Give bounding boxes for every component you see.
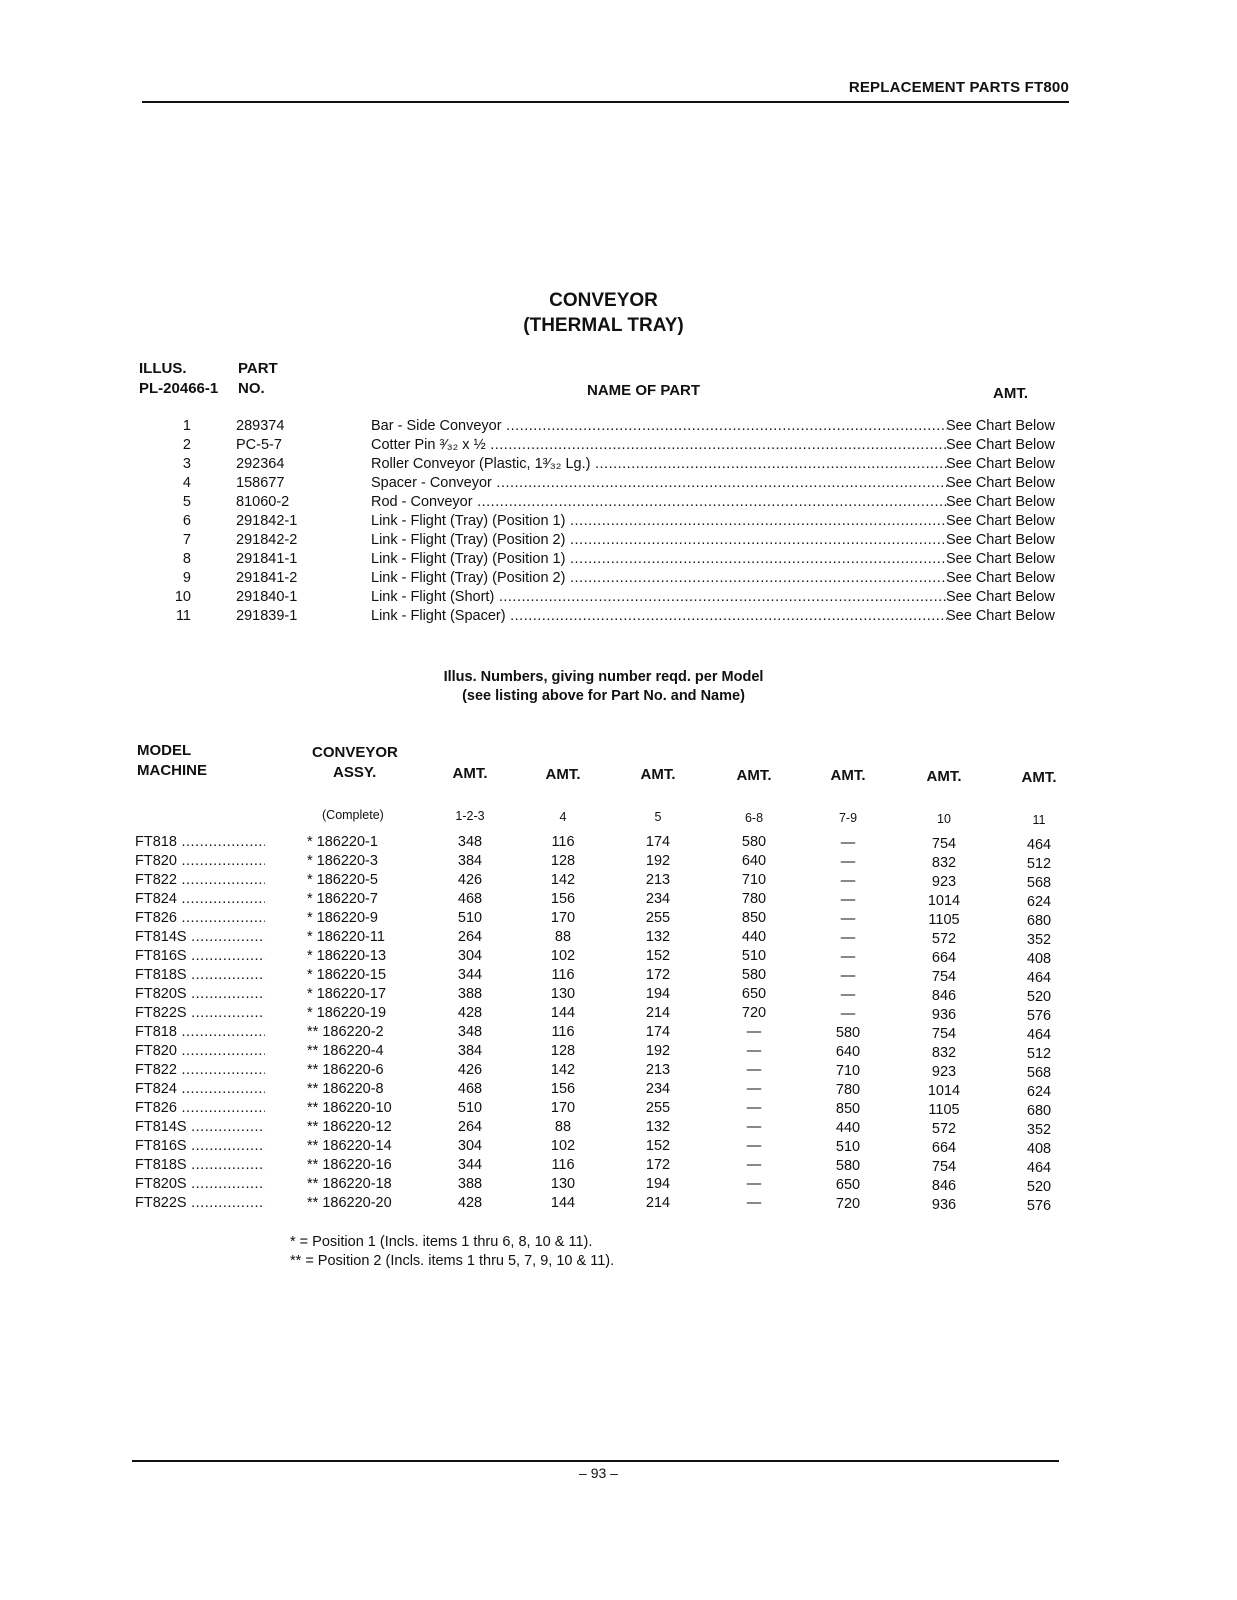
- amt-column-header: AMT.: [926, 768, 962, 785]
- amt-cell: 255: [645, 1100, 671, 1116]
- conveyor-assy-number: * 186220-19: [307, 1005, 387, 1021]
- amt-cell: 388: [457, 1176, 483, 1192]
- amt-cell: 650: [741, 986, 767, 1002]
- name-of-part-header: NAME OF PART: [587, 382, 701, 399]
- part-amt: See Chart Below: [946, 532, 1055, 548]
- amt-column-header: AMT.: [736, 766, 772, 784]
- amt-cell: 680: [1026, 1103, 1052, 1119]
- model-row: [0, 1005, 1237, 1024]
- amt-cell: 408: [1026, 951, 1052, 967]
- amt-cell: 1105: [928, 1102, 960, 1118]
- part-name: Spacer - Conveyor .....: [371, 475, 947, 491]
- part-name: Cotter Pin ³⁄₃₂ x ½ .....: [371, 437, 947, 453]
- model-row: [0, 910, 1237, 929]
- model-name: FT818 .....: [135, 1024, 265, 1040]
- amt-cell: 214: [645, 1195, 671, 1211]
- amt-cell: —: [840, 892, 856, 908]
- model-row: [0, 1100, 1237, 1119]
- amt-cell: 304: [457, 948, 483, 964]
- amt-cell: 348: [457, 1024, 483, 1040]
- model-row: [0, 1062, 1237, 1081]
- amt-cell: 128: [550, 853, 576, 869]
- model-name: FT818S .....: [135, 1157, 265, 1173]
- amt-cell: 348: [457, 834, 483, 850]
- amt-cell: 152: [645, 1138, 671, 1154]
- part-amt: See Chart Below: [946, 513, 1055, 529]
- amt-cell: 214: [645, 1005, 671, 1021]
- amt-cell: —: [840, 835, 856, 851]
- part-name: Bar - Side Conveyor .....: [371, 418, 947, 434]
- model-row: [0, 1081, 1237, 1100]
- amt-column-subheader: 5: [654, 810, 662, 825]
- amt-cell: —: [746, 1157, 762, 1173]
- model-name: FT824 .....: [135, 891, 265, 907]
- amt-cell: —: [840, 930, 856, 946]
- amt-cell: 130: [550, 1176, 576, 1192]
- amt-cell: 174: [645, 834, 671, 850]
- amt-cell: 130: [550, 986, 576, 1002]
- amt-cell: —: [746, 1138, 762, 1154]
- conveyor-assy-number: * 186220-9: [307, 910, 378, 926]
- amt-column-subheader: 4: [559, 809, 567, 824]
- part-row: [0, 475, 1237, 494]
- amt-cell: —: [840, 949, 856, 965]
- amt-cell: 510: [457, 1100, 483, 1116]
- amt-cell: 936: [931, 1007, 957, 1023]
- model-row: [0, 1119, 1237, 1138]
- amt-cell: 754: [931, 969, 957, 985]
- part-illus-number: 11: [175, 608, 191, 624]
- part-illus-number: 8: [182, 551, 191, 567]
- part-name: Roller Conveyor (Plastic, 1³⁄₃₂ Lg.) .....: [371, 456, 947, 472]
- model-name: FT820 .....: [135, 853, 265, 869]
- part-header-line1: PART: [238, 360, 278, 377]
- part-number: 158677: [236, 475, 285, 491]
- amt-cell: 720: [835, 1196, 861, 1212]
- amt-cell: 156: [550, 891, 576, 907]
- conveyor-assy-number: ** 186220-18: [307, 1176, 392, 1192]
- part-row: [0, 437, 1237, 456]
- amt-cell: 213: [645, 872, 671, 888]
- part-row: [0, 513, 1237, 532]
- amt-column-header: AMT.: [830, 767, 866, 785]
- footer-rule: [132, 1460, 1059, 1462]
- amt-cell: —: [746, 1043, 762, 1059]
- part-row: [0, 532, 1237, 551]
- conveyor-assy-number: * 186220-7: [307, 891, 378, 907]
- amt-cell: 624: [1026, 894, 1052, 910]
- amt-cell: 384: [457, 853, 483, 869]
- amt-column-subheader: 1-2-3: [455, 809, 485, 823]
- amt-cell: 664: [931, 1140, 957, 1156]
- conveyor-assy-number: * 186220-11: [307, 929, 385, 945]
- part-illus-number: 10: [174, 589, 191, 605]
- part-name: Rod - Conveyor .....: [371, 494, 947, 510]
- page-number: – 93 –: [579, 1465, 618, 1481]
- amt-cell: 468: [457, 1081, 483, 1097]
- model-row: [0, 929, 1237, 948]
- part-number: 291842-1: [236, 513, 298, 529]
- assy-subheader: (Complete): [322, 808, 384, 822]
- conveyor-assy-number: * 186220-3: [307, 853, 378, 869]
- amt-cell: 194: [645, 986, 671, 1002]
- model-header-line1: MODEL: [137, 742, 192, 759]
- amt-cell: 102: [550, 948, 576, 964]
- part-illus-number: 2: [182, 437, 191, 453]
- part-row: [0, 589, 1237, 608]
- amt-cell: 580: [741, 834, 767, 850]
- amt-cell: —: [746, 1100, 762, 1116]
- model-row: [0, 1195, 1237, 1214]
- model-name: FT814S .....: [135, 1119, 265, 1135]
- amt-cell: 510: [457, 910, 483, 926]
- model-row: [0, 1157, 1237, 1176]
- amt-cell: —: [746, 1024, 762, 1040]
- amt-cell: 192: [645, 1043, 671, 1059]
- model-row: [0, 853, 1237, 872]
- part-illus-number: 4: [182, 475, 191, 491]
- amt-cell: 440: [835, 1120, 861, 1136]
- header-rule: [142, 101, 1069, 103]
- amt-cell: 426: [457, 872, 483, 888]
- part-number: 292364: [236, 456, 285, 472]
- model-row: [0, 1138, 1237, 1157]
- model-name: FT826 .....: [135, 1100, 265, 1116]
- part-illus-number: 9: [182, 570, 191, 586]
- model-row: [0, 948, 1237, 967]
- amt-cell: 754: [931, 836, 957, 852]
- amt-cell: 426: [457, 1062, 483, 1078]
- part-row: [0, 418, 1237, 437]
- conveyor-assy-number: ** 186220-12: [307, 1119, 392, 1135]
- model-name: FT826 .....: [135, 910, 265, 926]
- amt-cell: 344: [457, 967, 483, 983]
- part-illus-number: 5: [182, 494, 191, 510]
- assy-header-line2: ASSY.: [333, 764, 377, 781]
- amt-cell: 510: [835, 1139, 861, 1155]
- amt-cell: 192: [645, 853, 671, 869]
- conveyor-assy-number: ** 186220-16: [307, 1157, 392, 1173]
- amt-cell: 102: [550, 1138, 576, 1154]
- amt-cell: 572: [931, 931, 957, 947]
- assy-header-line1: CONVEYOR: [312, 744, 398, 761]
- conveyor-assy-number: ** 186220-14: [307, 1138, 392, 1154]
- amt-cell: 464: [1026, 1027, 1052, 1043]
- model-name: FT818 .....: [135, 834, 265, 850]
- amt-cell: 132: [645, 929, 671, 945]
- amt-cell: 213: [645, 1062, 671, 1078]
- amt-cell: 172: [645, 1157, 671, 1173]
- amt-cell: —: [840, 854, 856, 870]
- amt-cell: 88: [554, 929, 572, 945]
- amt-cell: 428: [457, 1005, 483, 1021]
- conveyor-assy-number: ** 186220-6: [307, 1062, 384, 1078]
- amt-cell: 780: [741, 891, 767, 907]
- model-name: FT818S .....: [135, 967, 265, 983]
- amt-cell: 1014: [927, 893, 961, 909]
- model-name: FT822S .....: [135, 1005, 265, 1021]
- amt-cell: 144: [550, 1005, 576, 1021]
- amt-cell: 640: [835, 1044, 861, 1060]
- part-name: Link - Flight (Short) .....: [371, 589, 947, 605]
- footnote-position-1: * = Position 1 (Incls. items 1 thru 6, 8, 10 & 11).: [290, 1234, 593, 1250]
- part-number: 291840-1: [236, 589, 298, 605]
- amt-cell: —: [746, 1176, 762, 1192]
- amt-cell: 923: [931, 1064, 957, 1080]
- amt-cell: —: [840, 968, 856, 984]
- amt-cell: 568: [1026, 875, 1052, 891]
- conveyor-assy-number: ** 186220-2: [307, 1024, 384, 1040]
- part-illus-number: 1: [182, 418, 191, 434]
- conveyor-assy-number: * 186220-13: [307, 948, 387, 964]
- part-name: Link - Flight (Tray) (Position 2) .....: [371, 570, 947, 586]
- model-row: [0, 1024, 1237, 1043]
- model-name: FT816S .....: [135, 948, 265, 964]
- part-illus-number: 6: [182, 513, 191, 529]
- amt-cell: —: [840, 987, 856, 1003]
- amt-cell: 510: [741, 948, 767, 964]
- amt-cell: 923: [931, 874, 957, 890]
- chart-note-line2: (see listing above for Part No. and Name): [462, 688, 745, 704]
- part-number: 291841-2: [236, 570, 298, 586]
- amt-cell: 580: [835, 1158, 861, 1174]
- amt-cell: 850: [835, 1101, 861, 1117]
- model-name: FT822 .....: [135, 1062, 265, 1078]
- amt-cell: 156: [550, 1081, 576, 1097]
- amt-cell: —: [746, 1081, 762, 1097]
- model-header-line2: MACHINE: [137, 762, 207, 779]
- amt-cell: 170: [550, 1100, 576, 1116]
- part-number: 81060-2: [236, 494, 290, 510]
- amt-column-subheader: 7-9: [838, 811, 858, 826]
- amt-cell: —: [840, 873, 856, 889]
- amt-cell: 144: [550, 1195, 576, 1211]
- amt-cell: 572: [931, 1121, 957, 1137]
- model-name: FT822S .....: [135, 1195, 265, 1211]
- amt-cell: 846: [931, 988, 957, 1004]
- model-name: FT824 .....: [135, 1081, 265, 1097]
- amt-cell: —: [840, 1006, 856, 1022]
- amt-cell: 174: [645, 1024, 671, 1040]
- conveyor-assy-number: ** 186220-20: [307, 1195, 392, 1211]
- amt-column-subheader: 11: [1032, 812, 1046, 827]
- conveyor-assy-number: * 186220-15: [307, 967, 387, 983]
- amt-cell: 680: [1026, 913, 1052, 929]
- conveyor-assy-number: ** 186220-4: [307, 1043, 384, 1059]
- amt-cell: 142: [550, 1062, 576, 1078]
- part-row: [0, 570, 1237, 589]
- model-name: FT820S .....: [135, 986, 265, 1002]
- amt-cell: 116: [551, 1157, 575, 1173]
- amt-cell: 408: [1026, 1141, 1052, 1157]
- part-header-line2: NO.: [238, 380, 265, 397]
- model-row: [0, 891, 1237, 910]
- amt-cell: 520: [1026, 989, 1052, 1005]
- amt-cell: 832: [931, 855, 957, 871]
- amt-cell: 624: [1026, 1084, 1052, 1100]
- model-name: FT814S .....: [135, 929, 265, 945]
- model-name: FT816S .....: [135, 1138, 265, 1154]
- part-name: Link - Flight (Tray) (Position 2) .....: [371, 532, 947, 548]
- part-illus-number: 7: [182, 532, 191, 548]
- amt-cell: 255: [645, 910, 671, 926]
- part-name: Link - Flight (Spacer) .....: [371, 608, 947, 624]
- amt-cell: 576: [1026, 1198, 1052, 1214]
- amt-column-subheader: 6-8: [744, 810, 764, 825]
- amt-cell: 520: [1026, 1179, 1052, 1195]
- part-name: Link - Flight (Tray) (Position 1) .....: [371, 551, 947, 567]
- amt-cell: 720: [741, 1005, 767, 1021]
- amt-cell: 710: [741, 872, 767, 888]
- amt-cell: 304: [457, 1138, 483, 1154]
- footnote-position-2: ** = Position 2 (Incls. items 1 thru 5, 7, 9, 10 & 11).: [290, 1253, 615, 1269]
- amt-cell: 850: [741, 910, 767, 926]
- model-name: FT820S .....: [135, 1176, 265, 1192]
- model-row: [0, 834, 1237, 853]
- amt-column-header: AMT.: [452, 765, 488, 782]
- chart-note-line1: Illus. Numbers, giving number reqd. per Model: [443, 669, 764, 685]
- part-amt: See Chart Below: [946, 494, 1055, 510]
- part-illus-number: 3: [182, 456, 191, 472]
- amt-cell: 650: [835, 1177, 861, 1193]
- part-amt: See Chart Below: [946, 608, 1055, 624]
- amt-column-header: AMT.: [1021, 768, 1057, 786]
- part-amt: See Chart Below: [946, 437, 1055, 453]
- part-row: [0, 494, 1237, 513]
- model-name: FT820 .....: [135, 1043, 265, 1059]
- model-row: [0, 967, 1237, 986]
- amt-cell: 234: [645, 891, 671, 907]
- amt-cell: 132: [645, 1119, 671, 1135]
- part-row: [0, 456, 1237, 475]
- model-name: FT822 .....: [135, 872, 265, 888]
- conveyor-assy-number: ** 186220-10: [307, 1100, 392, 1116]
- section-subtitle: (THERMAL TRAY): [523, 315, 684, 336]
- amt-cell: —: [840, 911, 856, 927]
- amt-column-header: AMT.: [640, 766, 676, 784]
- part-amt: See Chart Below: [946, 456, 1055, 472]
- amt-cell: —: [746, 1195, 762, 1211]
- part-amt: See Chart Below: [946, 551, 1055, 567]
- amt-cell: 710: [835, 1063, 861, 1079]
- amt-cell: 780: [835, 1082, 861, 1098]
- part-number: 289374: [236, 418, 285, 434]
- illus-header-line2: PL-20466-1: [139, 380, 219, 397]
- conveyor-assy-number: * 186220-1: [307, 834, 378, 850]
- amt-cell: 88: [554, 1119, 572, 1135]
- amt-cell: 344: [457, 1157, 483, 1173]
- amt-cell: 468: [457, 891, 483, 907]
- amt-cell: 264: [457, 929, 483, 945]
- amt-cell: 580: [741, 967, 767, 983]
- conveyor-assy-number: * 186220-17: [307, 986, 387, 1002]
- conveyor-assy-number: ** 186220-8: [307, 1081, 384, 1097]
- amt-cell: 234: [645, 1081, 671, 1097]
- amt-cell: 664: [931, 950, 957, 966]
- amt-cell: 846: [931, 1178, 957, 1194]
- amt-cell: 576: [1026, 1008, 1052, 1024]
- part-number: 291841-1: [236, 551, 298, 567]
- amt-cell: 116: [551, 834, 575, 850]
- amt-cell: 464: [1026, 837, 1052, 853]
- part-amt: See Chart Below: [946, 475, 1055, 491]
- amt-cell: 352: [1026, 932, 1052, 948]
- model-row: [0, 1176, 1237, 1195]
- page-header-title: REPLACEMENT PARTS FT800: [848, 79, 1069, 96]
- amt-cell: 264: [457, 1119, 483, 1135]
- model-row: [0, 986, 1237, 1005]
- part-number: 291842-2: [236, 532, 298, 548]
- amt-cell: 152: [645, 948, 671, 964]
- section-title: CONVEYOR: [549, 290, 658, 311]
- amt-cell: 1014: [927, 1083, 961, 1099]
- part-amt: See Chart Below: [946, 570, 1055, 586]
- part-amt: See Chart Below: [946, 589, 1055, 605]
- part-row: [0, 608, 1237, 627]
- amt-cell: 1105: [928, 912, 960, 928]
- amt-cell: 172: [645, 967, 671, 983]
- amt-cell: 440: [741, 929, 767, 945]
- amt-cell: 128: [550, 1043, 576, 1059]
- amt-cell: 142: [550, 872, 576, 888]
- amt-header: AMT.: [993, 385, 1028, 402]
- amt-cell: —: [746, 1119, 762, 1135]
- conveyor-assy-number: * 186220-5: [307, 872, 378, 888]
- amt-cell: 512: [1026, 1046, 1052, 1062]
- part-name: Link - Flight (Tray) (Position 1) .....: [371, 513, 947, 529]
- amt-cell: 352: [1026, 1122, 1052, 1138]
- amt-cell: 754: [931, 1026, 957, 1042]
- amt-cell: 754: [931, 1159, 957, 1175]
- amt-cell: 580: [835, 1025, 861, 1041]
- amt-cell: 936: [931, 1197, 957, 1213]
- part-number: 291839-1: [236, 608, 298, 624]
- amt-cell: 832: [931, 1045, 957, 1061]
- amt-cell: 116: [551, 1024, 575, 1040]
- part-number: PC-5-7: [236, 437, 282, 453]
- amt-cell: 464: [1026, 970, 1052, 986]
- model-row: [0, 1043, 1237, 1062]
- amt-cell: 384: [457, 1043, 483, 1059]
- illus-header-line1: ILLUS.: [139, 360, 187, 377]
- amt-cell: 194: [645, 1176, 671, 1192]
- amt-cell: 116: [551, 967, 575, 983]
- part-row: [0, 551, 1237, 570]
- amt-cell: 170: [550, 910, 576, 926]
- model-row: [0, 872, 1237, 891]
- amt-cell: 388: [457, 986, 483, 1002]
- amt-cell: 512: [1026, 856, 1052, 872]
- part-amt: See Chart Below: [946, 418, 1055, 434]
- amt-cell: 568: [1026, 1065, 1052, 1081]
- amt-cell: —: [746, 1062, 762, 1078]
- amt-cell: 464: [1026, 1160, 1052, 1176]
- amt-cell: 428: [457, 1195, 483, 1211]
- amt-cell: 640: [741, 853, 767, 869]
- amt-column-subheader: 10: [937, 812, 951, 826]
- amt-column-header: AMT.: [545, 765, 581, 783]
